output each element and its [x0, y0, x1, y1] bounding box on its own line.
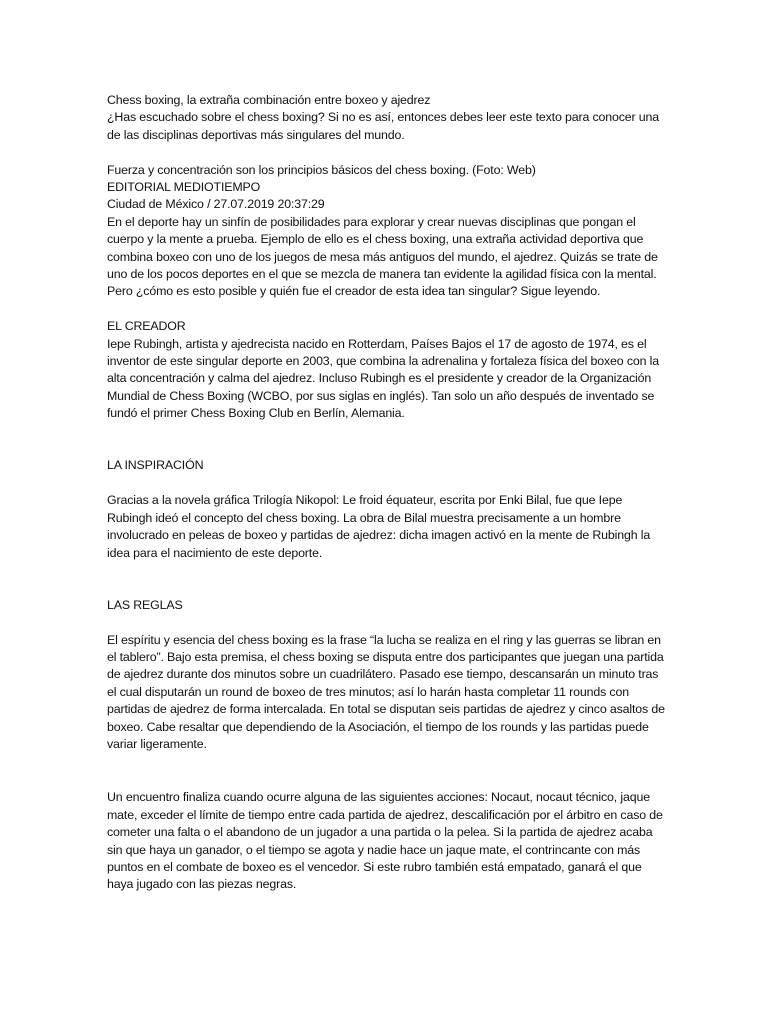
intro-paragraph: En el deporte hay un sinfín de posibilidades para explorar y crear nuevas disciplinas que pongan el cuerpo y la mente a prueba. Ejemplo de ello es el chess boxing, una extraña actividad deportiva que combina boxeo con uno de los juegos de mesa más antiguos del mundo, el ajedrez. Quizás se trate de uno de los pocos deportes en el que se mezcla de manera tan evidente la agilidad física con la mental. Pero ¿cómo es esto posible y quién fue el creador de esta idea tan singular? Sigue leyendo. — [107, 214, 658, 299]
spacer — [107, 614, 667, 631]
spacer — [107, 562, 667, 597]
dateline: Ciudad de México / 27.07.2019 20:37:29 — [107, 197, 325, 212]
section-paragraph: Un encuentro finaliza cuando ocurre alguna de las siguientes acciones: Nocaut, nocaut técnico, jaque mate, exceder el límite de tiempo entre cada partida de ajedrez, descalificación por el árbitro en caso de cometer una falta o el abandono de un jugador a una partida o la pelea. Si la partida de ajedrez acaba sin que haya un ganador, o el tiempo se agota y nadie hace un jaque mate, el contrincante con más puntos en el combate de boxeo es el vencedor. Si este rubro también está empatado, ganará el que haya jugado con las piezas negras. — [107, 790, 663, 892]
spacer — [107, 475, 667, 492]
spacer — [107, 144, 667, 161]
spacer — [107, 423, 667, 458]
document-page — [107, 92, 667, 894]
section-heading-creador: EL CREADOR — [107, 319, 186, 334]
spacer — [107, 753, 667, 789]
spacer — [107, 301, 667, 318]
section-heading-reglas: LAS REGLAS — [107, 597, 183, 612]
byline: EDITORIAL MEDIOTIEMPO — [107, 180, 261, 195]
photo-caption: Fuerza y concentración son los principios básicos del chess boxing. (Foto: Web) — [107, 162, 536, 177]
section-heading-inspiracion: LA INSPIRACIÓN — [107, 458, 204, 473]
section-paragraph: El espíritu y esencia del chess boxing es la frase “la lucha se realiza en el ring y las guerras se libran en el tablero”. Bajo esta premisa, el chess boxing se disputa entre dos participantes que juegan una partida de ajedrez durante dos minutos sobre un cuadrilátero. Pasado ese tiempo, descansarán un minuto tras el cual disputarán un round de boxeo de tres minutos; así lo harán hasta completar 11 rounds con partidas de ajedrez de forma intercalada. En total se disputan seis partidas de ajedrez y cinco asaltos de boxeo. Cabe resaltar que dependiendo de la Asociación, el tiempo de los rounds y las partidas puede variar ligeramente. — [107, 632, 665, 751]
section-paragraph: Gracias a la novela gráfica Trilogía Nikopol: Le froid équateur, escrita por Enki Bilal, fue que Iepe Rubingh ideó el concepto del chess boxing. La obra de Bilal muestra precisamente a un hombre involucrado en peleas de boxeo y partidas de ajedrez: dicha imagen activó en la mente de Rubingh la idea para el nacimiento de este deporte. — [107, 493, 651, 560]
article-lead: ¿Has escuchado sobre el chess boxing? Si no es así, entonces debes leer este texto para conocer una de las disciplinas deportivas más singulares del mundo. — [107, 110, 660, 142]
article-title: Chess boxing, la extraña combinación entre boxeo y ajedrez — [107, 93, 431, 107]
section-paragraph: Iepe Rubingh, artista y ajedrecista nacido en Rotterdam, Países Bajos el 17 de agosto de 1974, es el inventor de este singular deporte en 2003, que combina la adrenalina y fortaleza física del boxeo con la alta concentración y calma del ajedrez. Incluso Rubingh es el presidente y creador de la Organización Mundial de Chess Boxing (WCBO, por sus siglas en inglés). Tan solo un año después de inventado se fundó el primer Chess Boxing Club en Berlín, Alemania. — [107, 336, 659, 421]
